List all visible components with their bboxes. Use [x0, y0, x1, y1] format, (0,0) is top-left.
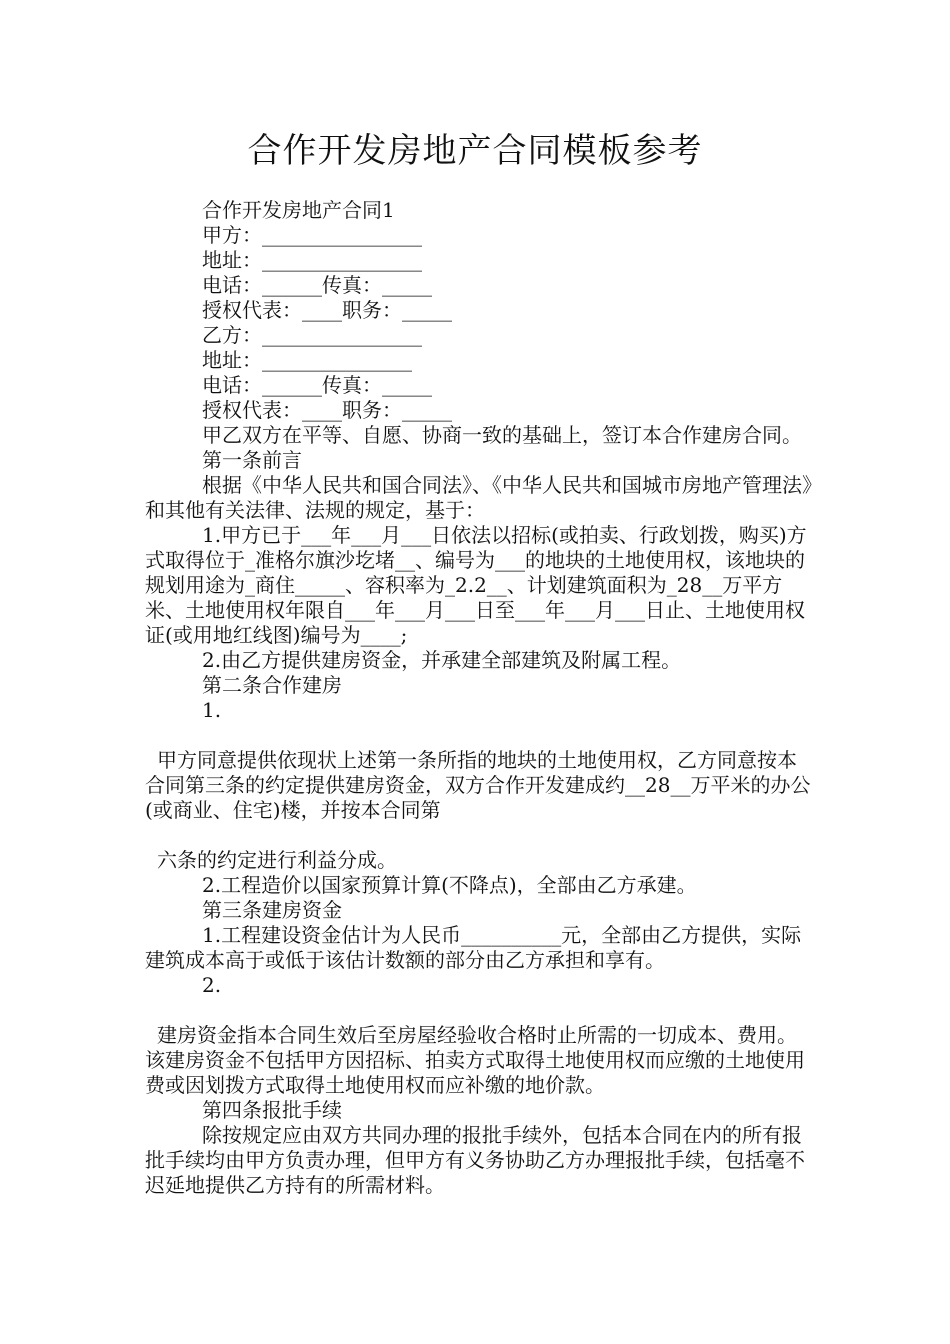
article-2-item-1-text: 甲方同意提供依现状上述第一条所指的地块的土地使用权，乙方同意按本合同第三条的约定提供建房资金，双方合作开发建成约__28__万平米的办公(或商业、住宅)楼，并按本合同第: [145, 748, 811, 822]
document-body: [145, 198, 813, 1198]
contract-heading: 合作开发房地产合同1: [202, 198, 395, 222]
article-2-item-1-number: 1.: [202, 698, 222, 722]
article-1-title: 第一条前言: [202, 448, 302, 472]
document-title: 合作开发房地产合同模板参考: [247, 131, 703, 171]
article-1-item-2: 2.由乙方提供建房资金，并承建全部建筑及附属工程。: [202, 648, 682, 672]
party-b-representative: 授权代表：____职务：_____: [202, 398, 452, 422]
article-2-item-2: 2.工程造价以国家预算计算(不降点)，全部由乙方承建。: [202, 873, 697, 897]
spacer: [145, 823, 813, 848]
party-b-address: 地址：_______________: [202, 348, 412, 372]
party-a-phone-fax: 电话：______传真：_____: [202, 273, 432, 297]
intro-paragraph: 甲乙双方在平等、自愿、协商一致的基础上，签订本合作建房合同。: [202, 423, 802, 447]
article-2-item-1-continuation: 六条的约定进行利益分成。: [157, 848, 397, 872]
article-2-title: 第二条合作建房: [202, 673, 342, 697]
article-3-item-2-number: 2.: [202, 973, 222, 997]
article-3-title: 第三条建房资金: [202, 898, 342, 922]
party-b-name: 乙方：________________: [202, 323, 422, 347]
party-a-name: 甲方：________________: [202, 223, 422, 247]
party-a-address: 地址：________________: [202, 248, 422, 272]
spacer: [145, 723, 813, 748]
party-a-representative: 授权代表：____职务：_____: [202, 298, 452, 322]
party-b-phone-fax: 电话：______传真：_____: [202, 373, 432, 397]
article-3-item-2-text: 建房资金指本合同生效后至房屋经验收合格时止所需的一切成本、费用。该建房资金不包括甲方因招标、拍卖方式取得土地使用权而应缴的土地使用费或因划拨方式取得土地使用权而应补缴的地价款。: [145, 1023, 805, 1097]
article-1-text: 根据《中华人民共和国合同法》、《中华人民共和国城市房地产管理法》和其他有关法律、法规的规定，基于：: [145, 473, 812, 522]
article-4-title: 第四条报批手续: [202, 1098, 342, 1122]
article-1-item-1: 1.甲方已于___年___月___日依法以招标(或拍卖、行政划拨，购买)方式取得位于_准格尔旗沙圪堵__、编号为___的地块的土地使用权，该地块的规划用途为_商住_____、容积率为_2.2__、计划建筑面积为_28__万平方米、土地使用权年限自___年___月___日至___年___月___日止、土地使用权证(或用地红线图)编号为____;: [145, 523, 807, 647]
spacer: [145, 998, 813, 1023]
article-4-text: 除按规定应由双方共同办理的报批手续外，包括本合同在内的所有报批手续均由甲方负责办理，但甲方有义务协助乙方办理报批手续，包括毫不迟延地提供乙方持有的所需材料。: [145, 1123, 805, 1197]
article-3-item-1: 1.工程建设资金估计为人民币__________元，全部由乙方提供，实际建筑成本高于或低于该估计数额的部分由乙方承担和享有。: [145, 923, 802, 972]
